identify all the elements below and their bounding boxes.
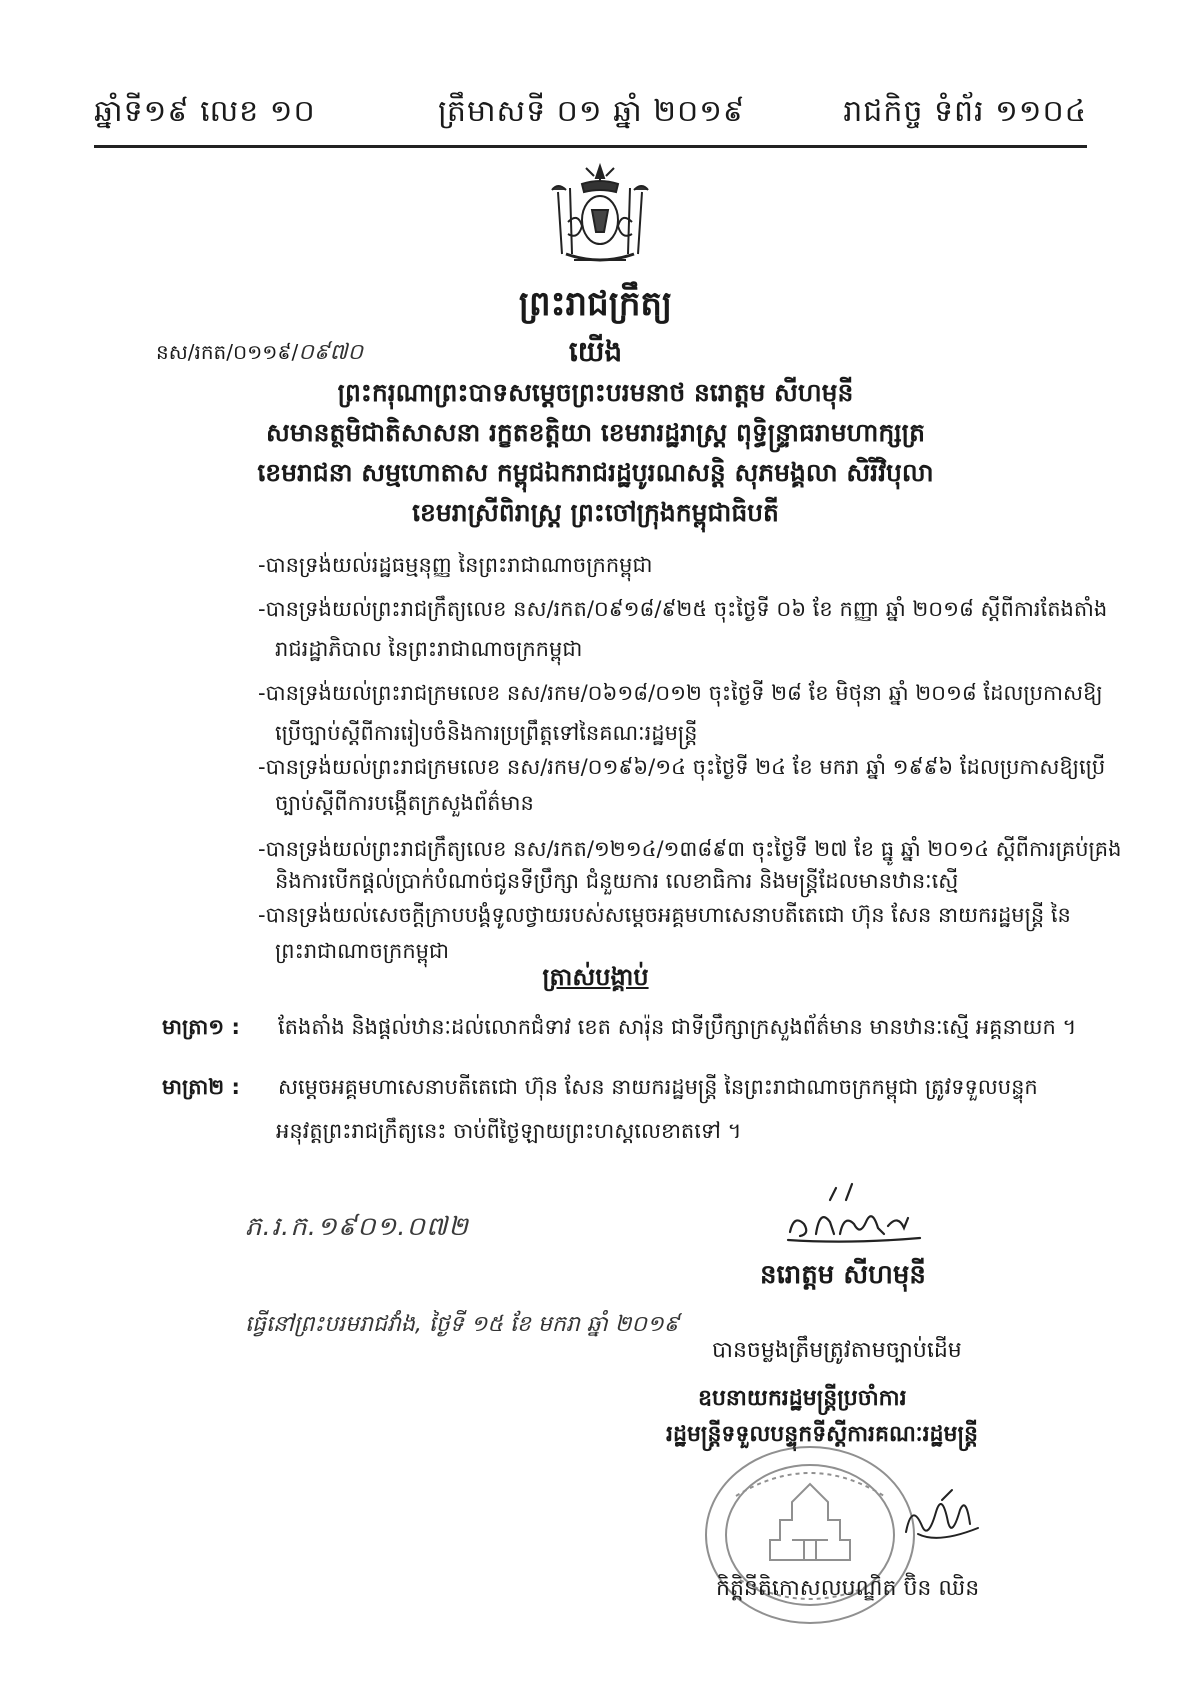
decree-we: យើង: [568, 335, 623, 368]
minister-signature-icon: [898, 1482, 988, 1552]
preamble-item-cont: ប្រើច្បាប់ស្តីពីការរៀបចំនិងការប្រព្រឹត្តទៅនៃគណៈរដ្ឋមន្ត្រី: [275, 721, 698, 745]
gazette-year-issue: ឆ្នាំទី១៩ លេខ ១០: [94, 94, 316, 129]
preamble-item: -បានទ្រង់យល់ព្រះរាជក្រឹត្យលេខ នស/រកត/០៩១៨/៩២៥ ចុះថ្ងៃទី ០៦ ខែ កញ្ញា ឆ្នាំ ២០១៨ ស្តីពីការតែងតាំង: [258, 597, 1108, 621]
king-name: នរោត្តម សីហមុនី: [760, 1260, 926, 1290]
article-2-label: មាត្រា២ :: [162, 1075, 240, 1099]
certifier-ministry: រដ្ឋមន្ត្រីទទួលបន្ទុកទីស្តីការគណៈរដ្ឋមន្ត្រី: [666, 1422, 979, 1447]
command-heading: ត្រាស់បង្គាប់: [542, 963, 649, 991]
preamble-item-cont: ច្បាប់ស្តីពីការបង្កើតក្រសួងព័ត៌មាន: [275, 791, 534, 815]
royal-title-line: ខេមរាជនា សម្មហោតាស កម្ពុជឯករាជរដ្ឋបូរណសន្តិ សុភមង្គលា សិរីវិបុលា: [257, 458, 934, 487]
decree-number-printed: នស/រកត/០១១៩/: [156, 340, 299, 364]
decree-number-handwritten: ០៩៧០: [298, 340, 364, 365]
gazette-quarter: ត្រឹមាសទី ០១ ឆ្នាំ ២០១៩: [438, 94, 746, 129]
preamble-item: -បានទ្រង់យល់សេចក្តីក្រាបបង្គំទូលថ្វាយរបស់សម្តេចអគ្គមហាសេនាបតីតេជោ ហ៊ុន សែន នាយករដ្ឋមន្ត្រី នៃ: [258, 903, 1071, 927]
preamble-item-cont: រាជរដ្ឋាភិបាល នៃព្រះរាជាណាចក្រកម្ពុជា: [275, 637, 583, 661]
preamble-item-cont: ព្រះរាជាណាចក្រកម្ពុជា: [275, 939, 450, 963]
header-divider: [94, 145, 1087, 148]
royal-title-line: ព្រះករុណាព្រះបាទសម្តេចព្រះបរមនាថ នរោត្តម សីហមុនី: [337, 378, 854, 407]
certified-copy-line: បានចម្លងត្រឹមត្រូវតាមច្បាប់ដើម: [712, 1338, 962, 1363]
article-2-text: សម្តេចអគ្គមហាសេនាបតីតេជោ ហ៊ុន សែន នាយករដ្ឋមន្ត្រី នៃព្រះរាជាណាចក្រកម្ពុជា ត្រូវទទួលបន្ទុក: [278, 1075, 1038, 1099]
decree-title: ព្រះរាជក្រឹត្យ: [518, 284, 673, 324]
gazette-page-number: រាជកិច្ច ទំព័រ ១១០៤: [843, 94, 1087, 129]
signing-place-date: ធ្វើនៅព្រះបរមរាជវាំង, ថ្ងៃទី ១៥ ខែ មករា ឆ្នាំ ២០១៩: [245, 1312, 680, 1337]
preamble-item: -បានទ្រង់យល់ព្រះរាជក្រមលេខ នស/រកម/០១៩៦/១៤ ចុះថ្ងៃទី ២៤ ខែ មករា ឆ្នាំ ១៩៩៦ ដែលប្រកាសឱ្យប្រើ: [258, 755, 1106, 779]
preamble-item: -បានទ្រង់យល់ព្រះរាជក្រមលេខ នស/រកម/០៦១៨/០១២ ចុះថ្ងៃទី ២៨ ខែ មិថុនា ឆ្នាំ ២០១៨ ដែលប្រកាសឱ្យ: [258, 681, 1103, 705]
handwritten-registration-date: ភ.រ.ក.១៩០១.០៧២: [245, 1212, 469, 1242]
preamble-item: -បានទ្រង់យល់ព្រះរាជក្រឹត្យលេខ នស/រកត/១២១៤/១៣៨៩៣ ចុះថ្ងៃទី ២៧ ខែ ធ្នូ ឆ្នាំ ២០១៤ ស្តីពីការគ្រប់គ្រង: [258, 837, 1122, 861]
article-2-text-cont: អនុវត្តព្រះរាជក្រឹត្យនេះ ចាប់ពីថ្ងៃឡាយព្រះហស្តលេខាតទៅ ។: [276, 1119, 742, 1143]
king-signature-icon: [780, 1178, 930, 1248]
preamble-item-cont: និងការបើកផ្តល់ប្រាក់បំណាច់ជូនទីប្រឹក្សា ជំនួយការ លេខាធិការ និងមន្ត្រីដែលមានឋានៈស្មើ: [275, 869, 959, 893]
certifier-title: ឧបនាយករដ្ឋមន្ត្រីប្រចាំការ: [698, 1386, 907, 1411]
royal-arms-icon: [538, 162, 662, 274]
royal-title-line: ខេមរាស្រីពិរាស្ត្រ ព្រះចៅក្រុងកម្ពុជាធិបតី: [412, 498, 779, 527]
article-1-label: មាត្រា១ :: [162, 1015, 240, 1039]
article-1-text: តែងតាំង និងផ្តល់ឋានៈដល់លោកជំទាវ ខេត សារ៉ុន ជាទីប្រឹក្សាក្រសួងព័ត៌មាន មានឋានៈស្មើ អគ្គនាយក ។: [278, 1015, 1077, 1039]
certifier-name: កិត្តិនីតិកោសលបណ្ឌិត ប៊ិន ឈិន: [716, 1576, 980, 1601]
royal-title-line: សមានត្ថមិជាតិសាសនា រក្ខតខត្តិយា ខេមរារដ្ឋរាស្ត្រ ពុទ្ធិន្ទ្រាធរាមហាក្សត្រ: [266, 418, 925, 447]
preamble-item: -បានទ្រង់យល់រដ្ឋធម្មនុញ្ញ នៃព្រះរាជាណាចក្រកម្ពុជា: [258, 553, 653, 577]
